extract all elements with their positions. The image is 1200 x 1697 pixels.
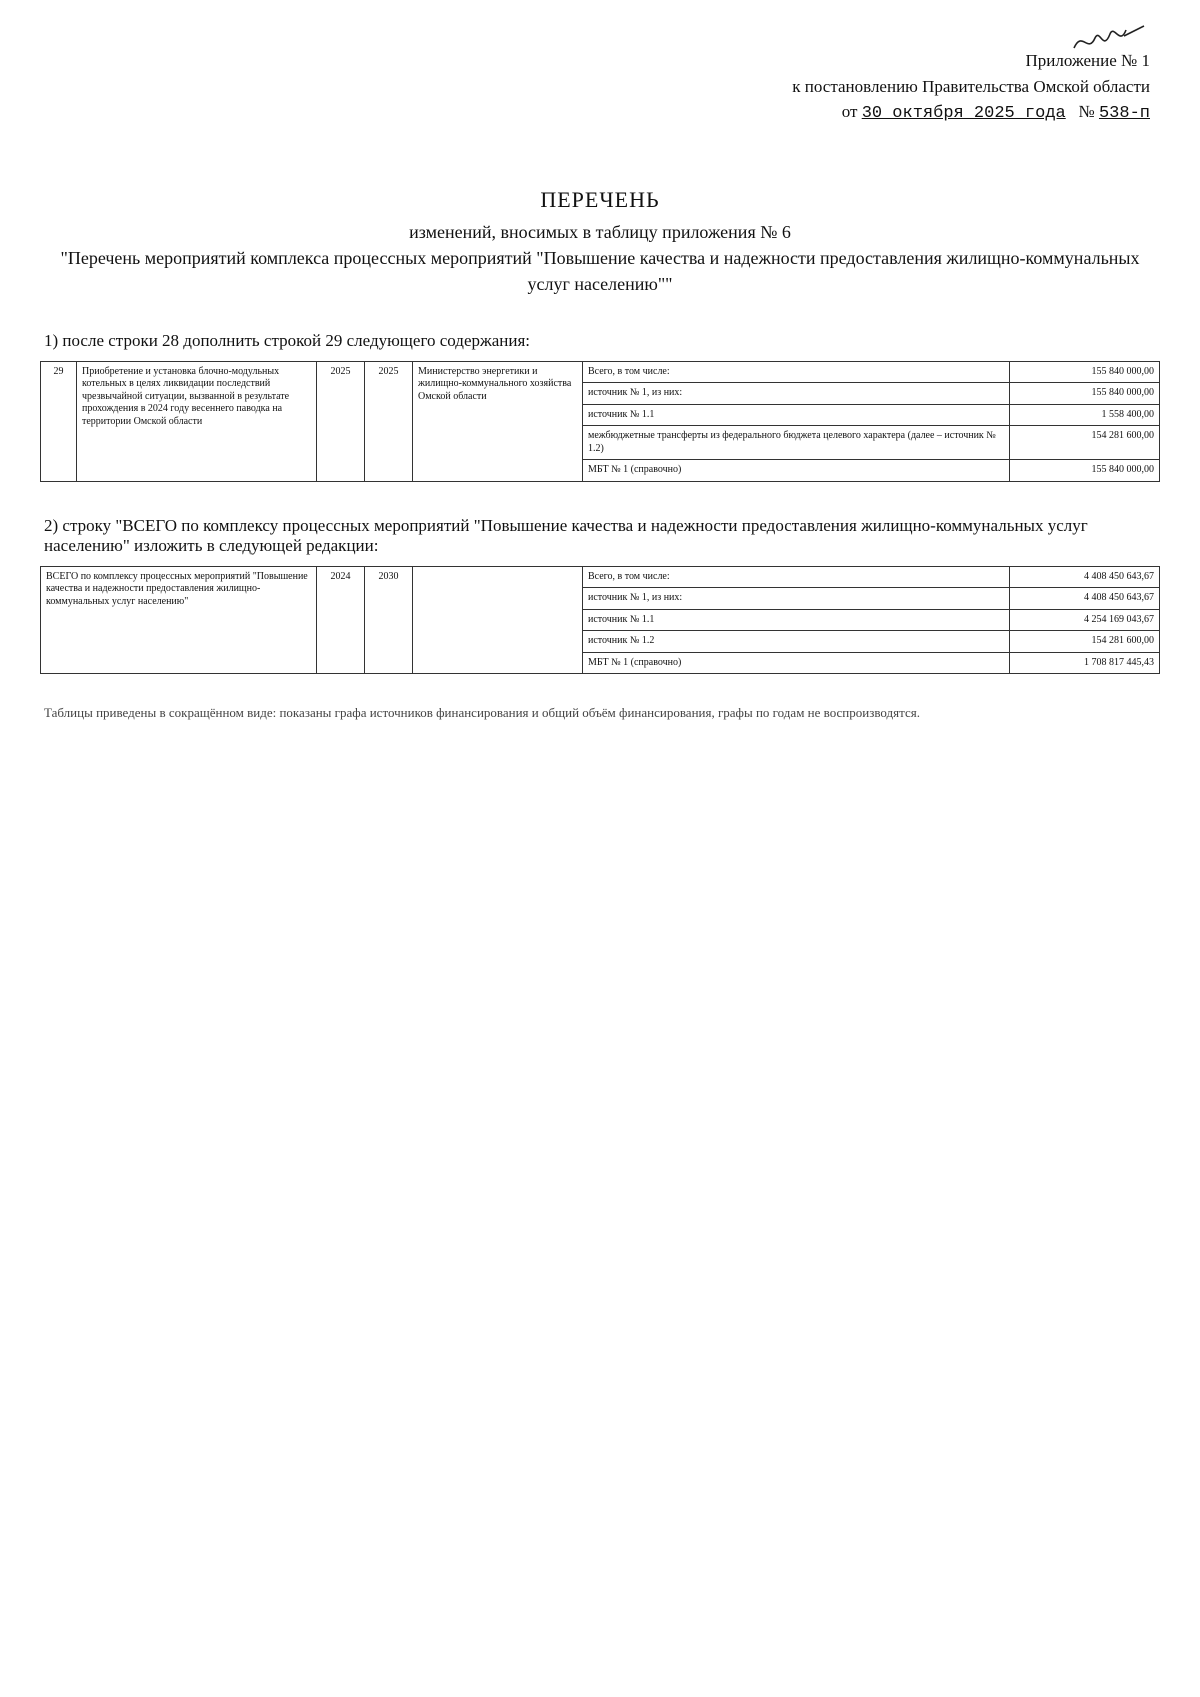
row-number: 29 xyxy=(41,361,77,481)
funding-source: источник № 1, из них: xyxy=(583,383,1010,405)
funding-total: 155 840 000,00 xyxy=(1010,460,1160,482)
funding-source: межбюджетные трансферты из федерального бюджета целевого характера (далее – источник № 1.2) xyxy=(583,426,1010,460)
document-subtitle xyxy=(40,219,1160,297)
funding-source: источник № 1.1 xyxy=(583,404,1010,426)
funding-total: 155 840 000,00 xyxy=(1010,383,1160,405)
executor-empty xyxy=(413,566,583,674)
document-title: ПЕРЕЧЕНЬ xyxy=(540,186,660,212)
funding-source: Всего, в том числе: xyxy=(583,566,1010,588)
funding-source: источник № 1.2 xyxy=(583,631,1010,653)
table-row xyxy=(41,361,1160,383)
resolution-number: 538-п xyxy=(1098,104,1150,123)
funding-source: источник № 1.1 xyxy=(583,609,1010,631)
simplification-note: Таблицы приведены в сокращённом виде: показаны графа источников финансирования и общий объём финансирования, графы по годам не воспроизводятся. xyxy=(44,705,920,721)
number-prefix: № xyxy=(1078,102,1095,121)
step-2-instruction: 2) строку "ВСЕГО по комплексу процессных мероприятий "Повышение качества и надежности предоставления жилищно-коммунальных услуг населению" изложить в следующей редакции: xyxy=(44,515,1088,555)
funding-source: МБТ № 1 (справочно) xyxy=(583,460,1010,482)
funding-source: Всего, в том числе: xyxy=(583,361,1010,383)
date-prefix: от xyxy=(841,102,858,121)
appendix-number: Приложение № 1 xyxy=(1025,51,1150,70)
executor: Министерство энергетики и жилищно-коммунального хозяйства Омской области xyxy=(413,361,583,481)
funding-total: 154 281 600,00 xyxy=(1010,426,1160,460)
measure-name: Приобретение и установка блочно-модульных котельных в целях ликвидации последствий чрезвычайной ситуации, вызванной в результате прохождения в 2024 году весеннего паводка на территории Омской области xyxy=(77,361,317,481)
subtitle-line-1: изменений, вносимых в таблицу приложения № 6 xyxy=(409,221,791,242)
resolution-date: 30 октября 2025 года xyxy=(861,104,1066,123)
appendix-date-line xyxy=(40,99,1150,127)
document-page xyxy=(40,0,1160,723)
year-to: 2025 xyxy=(365,361,413,481)
funding-total: 155 840 000,00 xyxy=(1010,361,1160,383)
funding-total: 1 558 400,00 xyxy=(1010,404,1160,426)
row-29-table xyxy=(40,361,1160,482)
appendix-resolution: к постановлению Правительства Омской области xyxy=(792,76,1150,96)
funding-total: 4 254 169 043,67 xyxy=(1010,609,1160,631)
funding-total: 154 281 600,00 xyxy=(1010,631,1160,653)
step-1-instruction: 1) после строки 28 дополнить строкой 29 следующего содержания: xyxy=(44,330,531,350)
funding-source: источник № 1, из них: xyxy=(583,588,1010,610)
table-row xyxy=(41,566,1160,588)
funding-total: 4 408 450 643,67 xyxy=(1010,588,1160,610)
year-from: 2025 xyxy=(317,361,365,481)
year-from: 2024 xyxy=(317,566,365,674)
appendix-header xyxy=(40,48,1160,127)
funding-total: 4 408 450 643,67 xyxy=(1010,566,1160,588)
total-name: ВСЕГО по комплексу процессных мероприятий "Повышение качества и надежности предоставления жилищно-коммунальных услуг населению" xyxy=(41,566,317,674)
year-to: 2030 xyxy=(365,566,413,674)
funding-total: 1 708 817 445,43 xyxy=(1010,652,1160,674)
total-row-table xyxy=(40,566,1160,675)
subtitle-line-2: "Перечень мероприятий комплекса процессных мероприятий "Повышение качества и надежности предоставления жилищно-коммунальных услуг населению"" xyxy=(60,247,1140,294)
signature-mark xyxy=(1068,8,1148,64)
funding-source: МБТ № 1 (справочно) xyxy=(583,652,1010,674)
